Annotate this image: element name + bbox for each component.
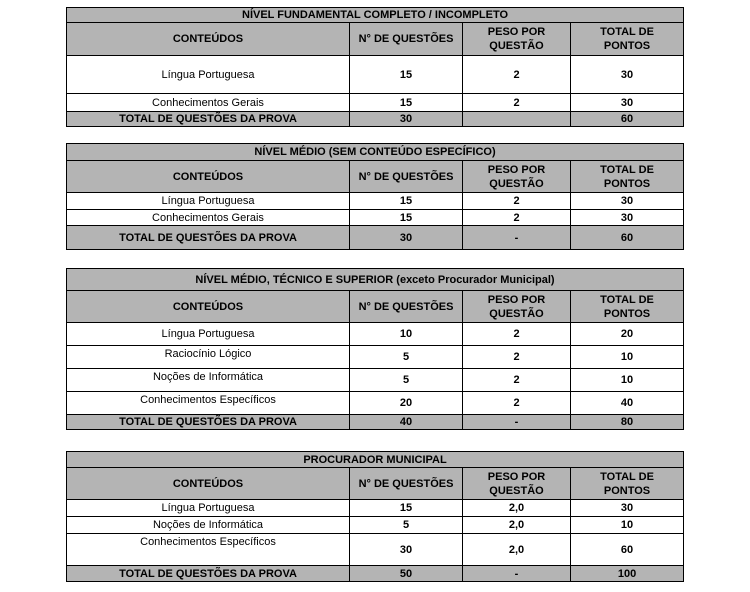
score-table-procurador (66, 451, 684, 582)
points-cell: 60 (571, 534, 684, 566)
total-row (67, 566, 684, 582)
weight-cell: 2,0 (463, 500, 571, 517)
points-cell: 30 (571, 94, 684, 112)
points-cell: 30 (571, 210, 684, 226)
questions-cell: 5 (350, 517, 463, 534)
table-title: PROCURADOR MUNICIPAL (67, 452, 684, 468)
subject-cell: Noções de Informática (67, 517, 350, 534)
table-title-row (67, 269, 684, 291)
header-peso: PESO POR QUESTÃO (463, 468, 571, 500)
questions-cell: 5 (350, 369, 463, 392)
table-title: NÍVEL MÉDIO (SEM CONTEÚDO ESPECÍFICO) (67, 144, 684, 161)
total-points: 80 (571, 415, 684, 430)
points-cell: 10 (571, 517, 684, 534)
questions-cell: 15 (350, 210, 463, 226)
table-title: NÍVEL MÉDIO, TÉCNICO E SUPERIOR (exceto Procurador Municipal) (67, 269, 684, 291)
subject-cell: Noções de Informática (67, 369, 350, 392)
points-cell: 30 (571, 193, 684, 210)
header-total-pontos: TOTAL DE PONTOS (571, 291, 684, 323)
subject-cell: Conhecimentos Específicos (67, 392, 350, 415)
score-table-medio (66, 143, 684, 250)
header-conteudos: CONTEÚDOS (67, 468, 350, 500)
subject-cell: Língua Portuguesa (67, 500, 350, 517)
total-row (67, 415, 684, 430)
header-peso: PESO POR QUESTÃO (463, 291, 571, 323)
total-questions: 30 (350, 226, 463, 250)
table-row (67, 392, 684, 415)
weight-cell: 2 (463, 56, 571, 94)
table-row (67, 323, 684, 346)
header-conteudos: CONTEÚDOS (67, 291, 350, 323)
header-questoes: N° DE QUESTÕES (350, 291, 463, 323)
table-title-row (67, 8, 684, 23)
points-cell: 30 (571, 56, 684, 94)
total-weight (463, 112, 571, 127)
table-row (67, 534, 684, 566)
weight-cell: 2 (463, 94, 571, 112)
total-points: 60 (571, 226, 684, 250)
subject-cell: Raciocínio Lógico (67, 346, 350, 369)
header-peso: PESO POR QUESTÃO (463, 23, 571, 56)
weight-cell: 2,0 (463, 534, 571, 566)
weight-cell: 2 (463, 323, 571, 346)
score-table-fundamental (66, 7, 684, 127)
total-questions: 40 (350, 415, 463, 430)
total-label: TOTAL DE QUESTÕES DA PROVA (67, 226, 350, 250)
total-weight: - (463, 226, 571, 250)
table-header-row (67, 23, 684, 56)
header-questoes: N° DE QUESTÕES (350, 23, 463, 56)
weight-cell: 2,0 (463, 517, 571, 534)
table-row (67, 369, 684, 392)
table-title-row (67, 144, 684, 161)
weight-cell: 2 (463, 210, 571, 226)
table-row (67, 210, 684, 226)
subject-cell: Conhecimentos Gerais (67, 210, 350, 226)
questions-cell: 10 (350, 323, 463, 346)
header-peso: PESO POR QUESTÃO (463, 161, 571, 193)
header-questoes: N° DE QUESTÕES (350, 161, 463, 193)
score-table-medio-tecnico-superior (66, 268, 684, 430)
total-questions: 30 (350, 112, 463, 127)
table-header-row (67, 291, 684, 323)
subject-cell: Língua Portuguesa (67, 193, 350, 210)
table-row (67, 56, 684, 94)
points-cell: 10 (571, 346, 684, 369)
points-cell: 40 (571, 392, 684, 415)
questions-cell: 15 (350, 94, 463, 112)
total-label: TOTAL DE QUESTÕES DA PROVA (67, 566, 350, 582)
subject-cell: Conhecimentos Específicos (67, 534, 350, 566)
header-questoes: N° DE QUESTÕES (350, 468, 463, 500)
table-title: NÍVEL FUNDAMENTAL COMPLETO / INCOMPLETO (67, 8, 684, 23)
table-title-row (67, 452, 684, 468)
table-row (67, 500, 684, 517)
total-points: 60 (571, 112, 684, 127)
total-weight: - (463, 566, 571, 582)
questions-cell: 15 (350, 500, 463, 517)
questions-cell: 30 (350, 534, 463, 566)
header-total-pontos: TOTAL DE PONTOS (571, 23, 684, 56)
points-cell: 10 (571, 369, 684, 392)
weight-cell: 2 (463, 392, 571, 415)
header-total-pontos: TOTAL DE PONTOS (571, 468, 684, 500)
subject-cell: Conhecimentos Gerais (67, 94, 350, 112)
total-label: TOTAL DE QUESTÕES DA PROVA (67, 415, 350, 430)
header-conteudos: CONTEÚDOS (67, 23, 350, 56)
weight-cell: 2 (463, 346, 571, 369)
table-row (67, 346, 684, 369)
subject-cell: Língua Portuguesa (67, 323, 350, 346)
questions-cell: 15 (350, 56, 463, 94)
table-row (67, 193, 684, 210)
total-label: TOTAL DE QUESTÕES DA PROVA (67, 112, 350, 127)
table-row (67, 517, 684, 534)
header-conteudos: CONTEÚDOS (67, 161, 350, 193)
points-cell: 30 (571, 500, 684, 517)
total-weight: - (463, 415, 571, 430)
total-points: 100 (571, 566, 684, 582)
questions-cell: 5 (350, 346, 463, 369)
subject-cell: Língua Portuguesa (67, 56, 350, 94)
header-total-pontos: TOTAL DE PONTOS (571, 161, 684, 193)
questions-cell: 20 (350, 392, 463, 415)
questions-cell: 15 (350, 193, 463, 210)
total-row (67, 226, 684, 250)
weight-cell: 2 (463, 369, 571, 392)
points-cell: 20 (571, 323, 684, 346)
table-header-row (67, 468, 684, 500)
table-header-row (67, 161, 684, 193)
total-questions: 50 (350, 566, 463, 582)
total-row (67, 112, 684, 127)
weight-cell: 2 (463, 193, 571, 210)
table-row (67, 94, 684, 112)
